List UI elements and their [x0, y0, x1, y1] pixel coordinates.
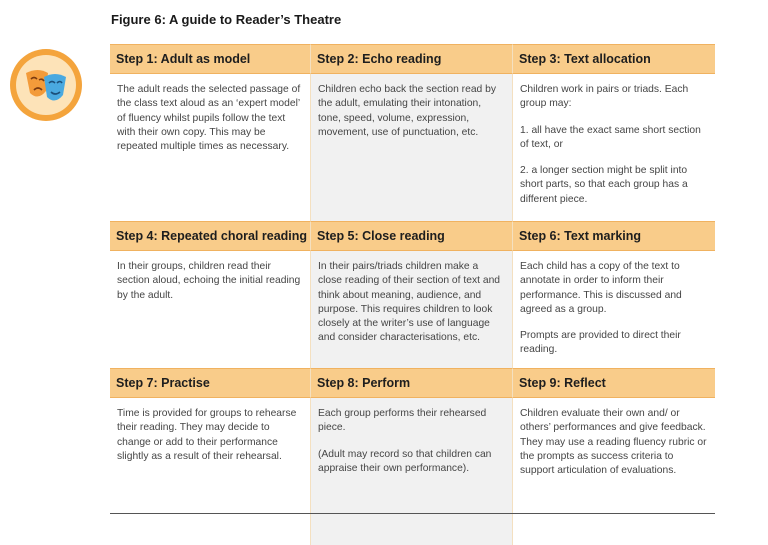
step-3-text-3: 2. a longer section might be split into short parts, so that each group has a different piece. [520, 165, 688, 205]
step-1-body [110, 74, 311, 221]
step-5-text: In their pairs/triads children make a close reading of their section of text and think about meaning, audience, and purpose. This requires children to look closely at the writer’s use of language and consider characterisations, etc. [318, 261, 501, 344]
step-7-body [110, 398, 311, 545]
step-3-body [513, 74, 715, 221]
bottom-rule [110, 513, 715, 514]
step-1-text: The adult reads the selected passage of the class text aloud as an ‘expert model’ of fluency whilst pupils follow the text with their own copy. This may be repeated multiple times as necessary. [117, 84, 301, 153]
step-6-text-1: Each child has a copy of the text to annotate in order to inform their performance. This is discussed and agreed as a group. [520, 261, 682, 315]
step-4-body [110, 251, 311, 368]
step-5-header: Step 5: Close reading [311, 221, 513, 251]
step-9-text: Children evaluate their own and/ or others’ performances and give feedback. They may use a reading fluency rubric or the prompts as success criteria to support articulation of evaluations. [520, 408, 707, 477]
step-1-header: Step 1: Adult as model [110, 44, 311, 74]
step-2-text: Children echo back the section read by the adult, emulating their intonation, tone, speed, volume, expression, movement, use of punctuation, etc. [318, 84, 497, 138]
step-2-body [311, 74, 513, 221]
figure-title: Figure 6: A guide to Reader’s Theatre [111, 12, 342, 27]
step-6-body [513, 251, 715, 368]
step-3-header: Step 3: Text allocation [513, 44, 715, 74]
step-8-text-1: Each group performs their rehearsed piece. [318, 408, 487, 434]
step-9-body [513, 398, 715, 545]
step-8-text-2: (Adult may record so that children can appraise their own performance). [318, 448, 492, 474]
step-3-text-2: 1. all have the exact same short section of text, or [520, 124, 701, 150]
theatre-masks-icon [8, 47, 84, 123]
step-7-header: Step 7: Practise [110, 368, 311, 398]
step-2-header: Step 2: Echo reading [311, 44, 513, 74]
step-4-text: In their groups, children read their section aloud, echoing the initial reading by the adult. [117, 261, 301, 301]
step-6-header: Step 6: Text marking [513, 221, 715, 251]
step-4-header: Step 4: Repeated choral reading [110, 221, 311, 251]
step-5-body [311, 251, 513, 368]
readers-theatre-table [110, 44, 715, 545]
step-8-header: Step 8: Perform [311, 368, 513, 398]
step-3-text-1: Children work in pairs or triads. Each group may: [520, 84, 689, 110]
step-8-body [311, 398, 513, 545]
step-9-header: Step 9: Reflect [513, 368, 715, 398]
step-6-text-2: Prompts are provided to direct their reading. [520, 330, 681, 356]
step-7-text: Time is provided for groups to rehearse their reading. They may decide to change or add to their performance slightly as a result of their rehearsal. [117, 408, 297, 462]
